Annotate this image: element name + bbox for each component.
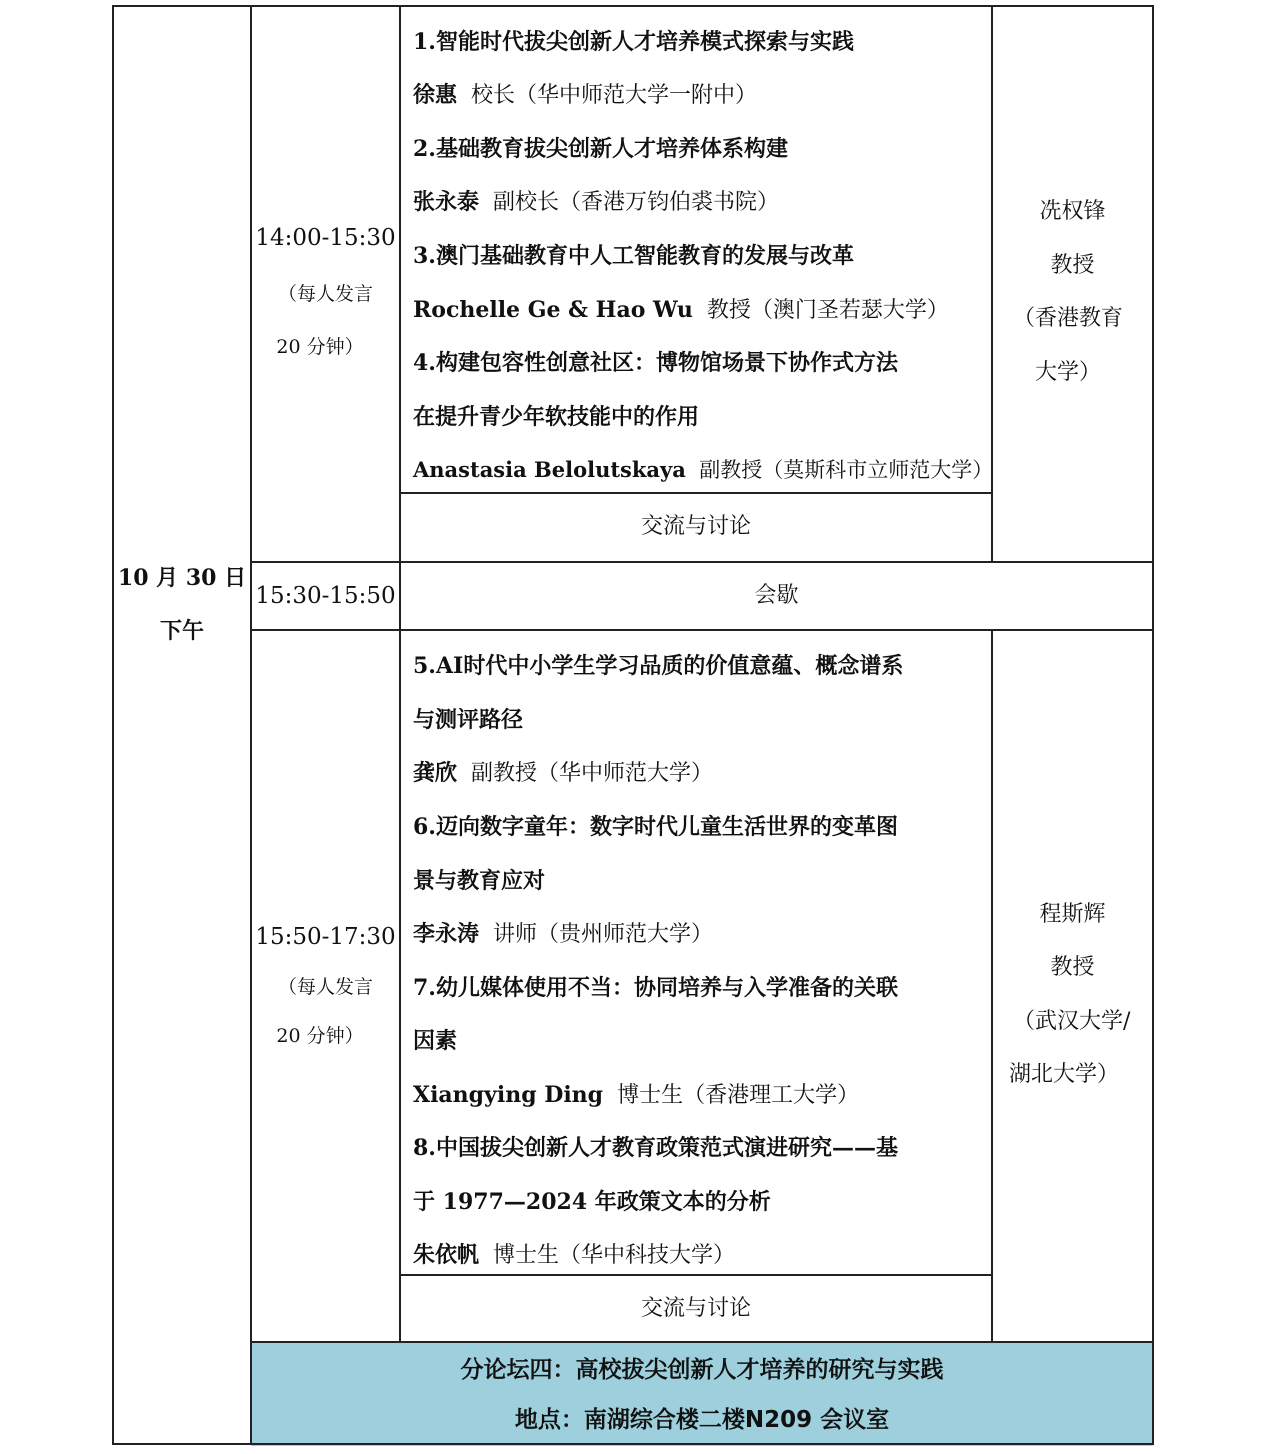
talk-3-speaker: Rochelle Ge & Hao Wu (413, 297, 693, 323)
talk-2-info: 副校长（香港万钧伯裘书院） (493, 190, 780, 215)
forum-location: 地点：南湖综合楼二楼N209 会议室 (514, 1407, 890, 1433)
talk-8-title-line-1: 8.中国拔尖创新人才教育政策范式演进研究——基 (413, 1135, 898, 1161)
divider-date-col (250, 5, 252, 1445)
session2-chair-affil-1: （武汉大学/ (1013, 1009, 1131, 1034)
talk-8-title-line-2: 于 1977—2024 年政策文本的分析 (413, 1189, 771, 1215)
talk-7-info: 博士生（香港理工大学） (617, 1083, 860, 1108)
session2-note-2: 20 分钟） (276, 1025, 364, 1047)
period-label: 下午 (159, 618, 204, 644)
talk-3-speaker-line (413, 296, 949, 325)
talk-7-speaker-line (413, 1081, 859, 1110)
session1-chair-title: 教授 (1050, 253, 1095, 278)
talk-8-speaker: 朱依帆 (413, 1242, 480, 1268)
talk-4-speaker-line (413, 456, 993, 484)
talk-8-info: 博士生（华中科技大学） (493, 1243, 736, 1268)
row-divider-footer (251, 1341, 1153, 1343)
talk-6-info: 讲师（贵州师范大学） (493, 922, 714, 947)
row-divider-break-bottom (251, 629, 1153, 631)
talk-1-speaker: 徐惠 (413, 82, 458, 108)
talk-6-speaker-line (413, 920, 713, 949)
talk-3-info: 教授（澳门圣若瑟大学） (706, 298, 949, 323)
talk-4-info: 副教授（莫斯科市立师范大学） (699, 458, 994, 482)
talk-2-title: 2.基础教育拔尖创新人才培养体系构建 (413, 136, 788, 162)
talk-4-title-line-2: 在提升青少年软技能中的作用 (413, 404, 700, 430)
talk-4-title-line-1: 4.构建包容性创意社区：博物馆场景下协作式方法 (413, 350, 898, 376)
row-divider-discussion-1 (400, 492, 992, 494)
row-divider-break-top (251, 561, 1153, 563)
talk-1-title: 1.智能时代拔尖创新人才培养模式探索与实践 (413, 29, 854, 55)
session1-chair-affil-2: 大学） (1035, 360, 1102, 385)
session2-chair-affil-2: 湖北大学） (1009, 1062, 1120, 1087)
session2-note-1: （每人发言 (277, 976, 373, 998)
row-divider-discussion-2 (400, 1274, 992, 1276)
session1-chair-affil-1: （香港教育 (1013, 306, 1124, 331)
table-border-top (112, 5, 1154, 7)
talk-5-info: 副教授（华中师范大学） (471, 761, 714, 786)
session1-note-2: 20 分钟） (276, 336, 364, 358)
talk-3-title: 3.澳门基础教育中人工智能教育的发展与改革 (413, 243, 854, 269)
talk-6-title-line-1: 6.迈向数字童年：数字时代儿童生活世界的变革图 (413, 814, 898, 840)
talk-5-speaker: 龚欣 (413, 760, 458, 786)
table-border-right (1152, 5, 1154, 1445)
divider-chair-col-2 (991, 630, 993, 1343)
talk-2-speaker: 张永泰 (413, 189, 480, 215)
break-label: 会歇 (754, 583, 799, 608)
talk-2-speaker-line (413, 188, 779, 217)
talk-5-title-line-1: 5.AI时代中小学生学习品质的价值意蕴、概念谱系 (413, 653, 904, 679)
talk-1-info: 校长（华中师范大学一附中） (471, 83, 758, 108)
talk-6-title-line-2: 景与教育应对 (413, 868, 546, 894)
talk-8-speaker-line (413, 1241, 735, 1270)
forum-title: 分论坛四：高校拔尖创新人才培养的研究与实践 (460, 1357, 944, 1383)
divider-time-col-3 (399, 630, 401, 1343)
session2-chair-title: 教授 (1050, 955, 1095, 980)
talk-5-title-line-2: 与测评路径 (413, 707, 524, 733)
session1-discussion: 交流与讨论 (640, 514, 751, 539)
talk-6-speaker: 李永涛 (413, 921, 480, 947)
talk-5-speaker-line (413, 759, 713, 788)
talk-7-title-line-2: 因素 (413, 1028, 458, 1054)
session1-chair-name: 冼权锋 (1039, 199, 1106, 224)
divider-time-col-1 (399, 5, 401, 562)
date-label: 10 月 30 日 (117, 565, 247, 591)
table-border-bottom (112, 1443, 1154, 1445)
talk-7-speaker: Xiangying Ding (413, 1082, 604, 1108)
session1-note-1: （每人发言 (277, 283, 373, 305)
session1-time: 14:00-15:30 (255, 225, 396, 251)
session2-chair-name: 程斯辉 (1039, 902, 1106, 927)
talk-1-speaker-line (413, 81, 757, 110)
session2-discussion: 交流与讨论 (640, 1296, 751, 1321)
break-time: 15:30-15:50 (255, 583, 396, 609)
talk-4-speaker: Anastasia Belolutskaya (413, 457, 686, 482)
talk-7-title-line-1: 7.幼儿媒体使用不当：协同培养与入学准备的关联 (413, 975, 898, 1001)
table-border-left (112, 5, 114, 1445)
session2-time: 15:50-17:30 (255, 924, 396, 950)
